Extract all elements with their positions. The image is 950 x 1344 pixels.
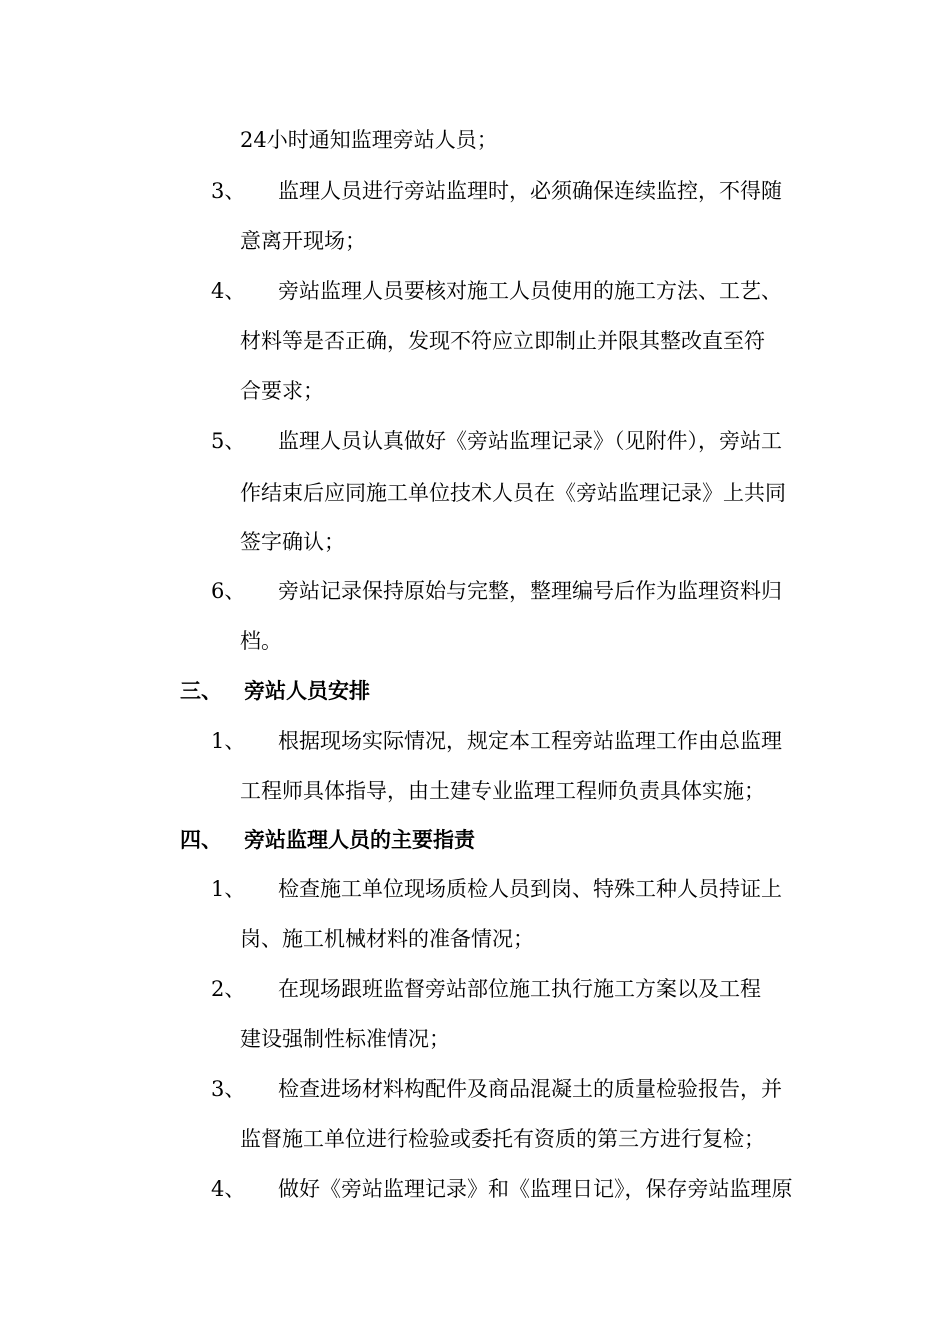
list-item-line: 签字确认； [240,530,345,554]
list-item-line: 检查施工单位现场质检人员到岗、特殊工种人员持证上 [278,877,782,901]
list-item-line: 监理人员进行旁站监理时，必须确保连续监控，不得随 [278,179,782,203]
list-item-line: 合要求； [240,379,324,403]
section-title: 旁站监理人员的主要指责 [244,827,475,852]
list-item-line: 在现场跟班监督旁站部位施工执行施工方案以及工程 [278,977,761,1001]
list-number: 2、 [211,977,246,1001]
list-number: 1、 [211,877,246,901]
list-item-line: 检查进场材料构配件及商品混凝土的质量检验报告，并 [278,1077,782,1101]
list-item-line: 工程师具体指导，由土建专业监理工程师负责具体实施； [240,779,765,803]
section-title: 旁站人员安排 [244,678,370,703]
list-number: 1、 [211,729,246,753]
list-number: 3、 [211,1077,246,1101]
list-item-line: 作结束后应同施工单位技术人员在《旁站监理记录》上共同 [240,481,786,505]
list-number: 5、 [211,429,246,453]
list-item-line: 旁站记录保持原始与完整，整理编号后作为监理资料归 [278,579,782,603]
list-number: 4、 [211,279,246,303]
intro-continuation: 24小时通知监理旁站人员； [240,128,498,152]
list-item-line: 档。 [240,629,282,653]
list-item-line: 监理人员认真做好《旁站监理记录》（见附件），旁站工 [278,429,782,453]
section-number: 四、 [180,827,222,852]
list-number: 3、 [211,179,246,203]
list-item-line: 根据现场实际情况，规定本工程旁站监理工作由总监理 [278,729,782,753]
list-item-line: 旁站监理人员要核对施工人员使用的施工方法、工艺、 [278,279,782,303]
list-item-line: 做好《旁站监理记录》和《监理日记》，保存旁站监理原 [278,1177,793,1201]
list-number: 6、 [211,579,246,603]
list-item-line: 材料等是否正确，发现不符应立即制止并限其整改直至符 [240,329,765,353]
list-item-line: 意离开现场； [240,229,366,253]
list-item-line: 岗、施工机械材料的准备情况； [240,927,534,951]
list-number: 4、 [211,1177,246,1201]
list-item-line: 建设强制性标准情况； [240,1027,450,1051]
section-number: 三、 [180,678,222,703]
list-item-line: 监督施工单位进行检验或委托有资质的第三方进行复检； [240,1127,765,1151]
